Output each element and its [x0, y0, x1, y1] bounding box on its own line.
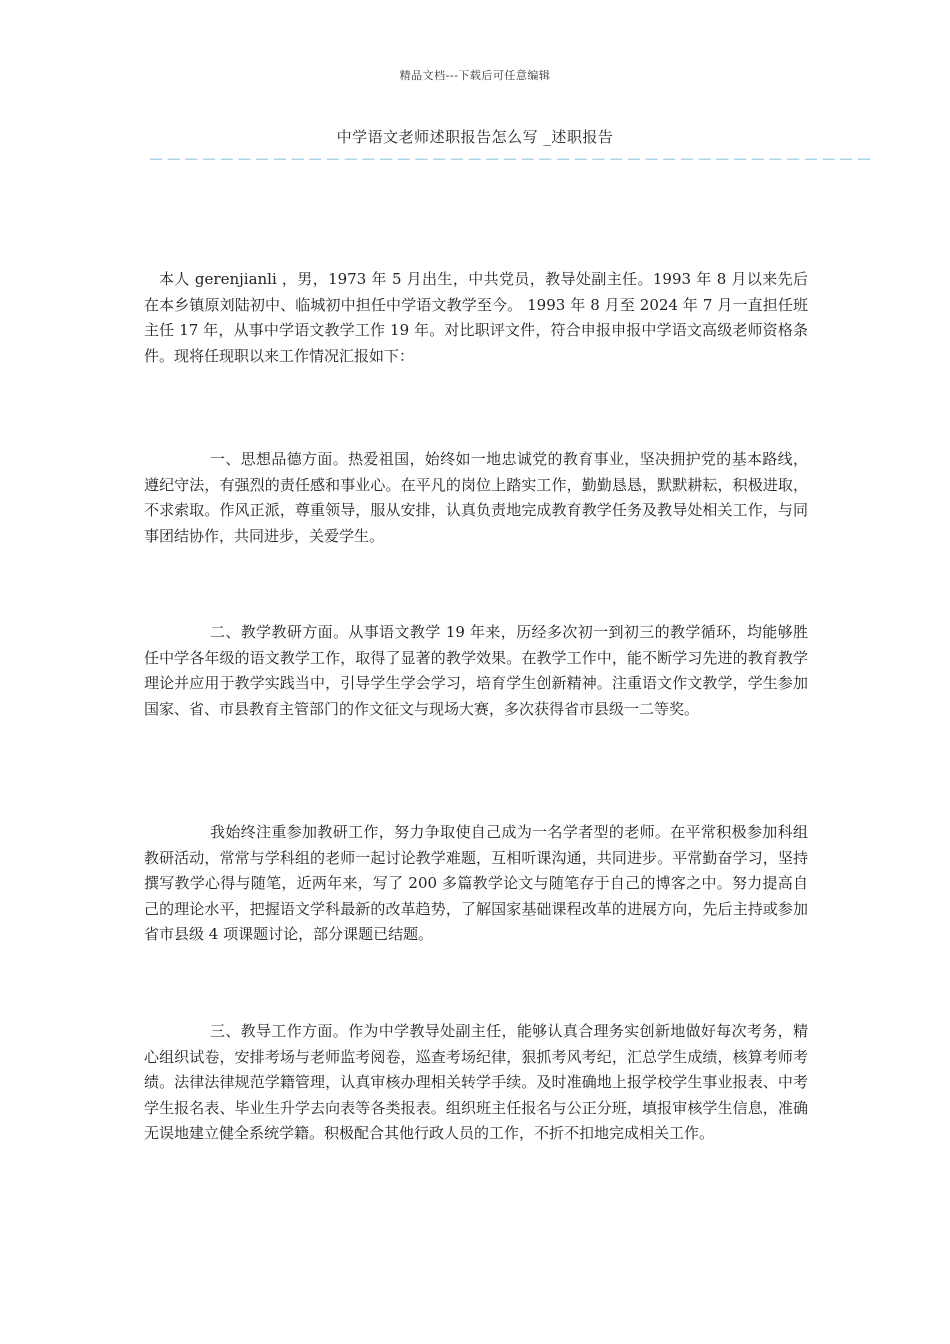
paragraph-moral-character: 一、思想品德方面。热爱祖国，始终如一地忠诚党的教育事业，坚决拥护党的基本路线，遵纪守法，有强烈的责任感和事业心。在平凡的岗位上踏实工作，勤勤恳恳，默默耕耘，积极进取，不求索取。作风正派，尊重领导，服从安排，认真负责地完成教育教学任务及教导处相关工作，与同事团结协作，共同进步，关爱学生。: [144, 450, 808, 545]
paragraph-teaching-research: 二、教学教研方面。从事语文教学 19 年来，历经多次初一到初三的教学循环，均能够胜任中学各年级的语文教学工作，取得了显著的教学效果。在教学工作中，能不断学习先进的教育教学理论并应用于教学实践当中，引导学生学会学习，培育学生创新精神。注重语文作文教学，学生参加国家、省、市县教育主管部门的作文征文与现场大赛，多次获得省市县级一二等奖。: [144, 623, 808, 718]
header-note: 精品文档---下载后可任意编辑: [399, 69, 551, 82]
title-underline-rule: －－－－－－－－－－－－－－－－－－－－－－－－－－－－－－－－－－－－－－－－－: [148, 150, 874, 169]
paragraph-research-work: 我始终注重参加教研工作，努力争取使自己成为一名学者型的老师。在平常积极参加科组教研活动，常常与学科组的老师一起讨论教学难题，互相听课沟通，共同进步。平常勤奋学习，坚持撰写教学心得与随笔，近两年来，写了 200 多篇教学论文与随笔存于自己的博客之中。努力提高自己的理论水平，把握语文学科最新的改革趋势，了解国家基础课程改革的进展方向，先后主持或参加省市县级 4 项课题讨论，部分课题已结题。: [144, 823, 808, 943]
paragraph-intro: 本人 gerenjianli ，男，1973 年 5 月出生，中共党员，教导处副主任。1993 年 8 月以来先后在本乡镇原刘陆初中、临城初中担任中学语文教学至今。 1993 年 8 月至 2024 年 7 月一直担任班主任 17 年，从事中学语文教学工作 19 年。对比职评文件，符合申报申报中学语文高级老师资格条件。现将任现职以来工作情况汇报如下：: [144, 270, 808, 365]
paragraph-academic-affairs: 三、教导工作方面。作为中学教导处副主任，能够认真合理务实创新地做好每次考务，精心组织试卷，安排考场与老师监考阅卷，巡查考场纪律，狠抓考风考纪，汇总学生成绩，核算考师考绩。法律法律规范学籍管理，认真审核办理相关转学手续。及时准确地上报学校学生事业报表、中考学生报名表、毕业生升学去向表等各类报表。组织班主任报名与公正分班，填报审核学生信息，准确无误地建立健全系统学籍。积极配合其他行政人员的工作，不折不扣地完成相关工作。: [144, 1022, 808, 1142]
document-title: 中学语文老师述职报告怎么写 _述职报告: [336, 128, 614, 146]
